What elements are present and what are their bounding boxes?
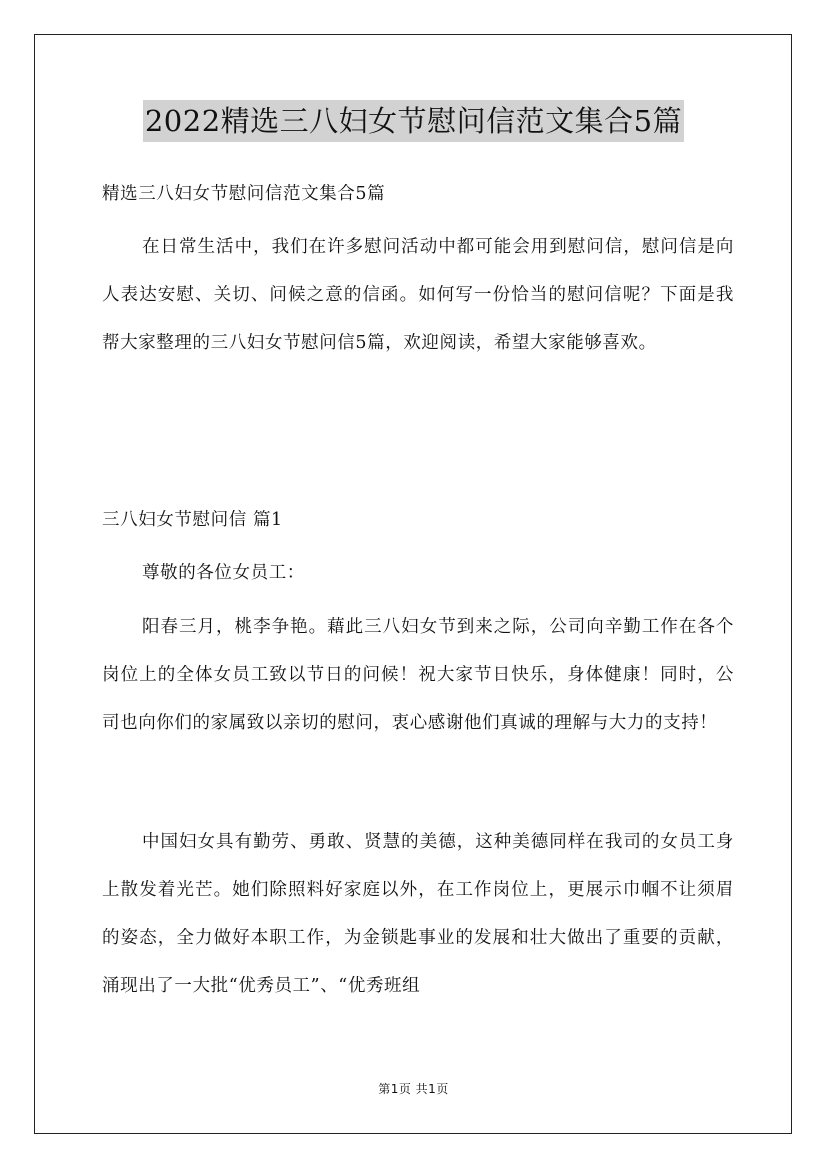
intro-paragraph: 在日常生活中，我们在许多慰问活动中都可能会用到慰问信，慰问信是向人表达安慰、关切、问候之意的信函。如何写一份恰当的慰问信呢？下面是我帮大家整理的三八妇女节慰问信5篇，欢迎阅读，希望大家能够喜欢。 [102, 237, 734, 353]
page-footer: 第1页 共1页 [378, 1082, 449, 1096]
salutation: 尊敬的各位女员工： [142, 563, 305, 583]
document-title [0, 100, 827, 142]
document-title-text: 2022精选三八妇女节慰问信范文集合5篇 [143, 100, 684, 142]
document-subtitle: 精选三八妇女节慰问信范文集合5篇 [102, 184, 386, 204]
body-paragraph-1: 阳春三月，桃李争艳。藉此三八妇女节到来之际，公司向辛勤工作在各个岗位上的全体女员工致以节日的问候！祝大家节日快乐，身体健康！同时，公司也向你们的家属致以亲切的慰问，衷心感谢他们真诚的理解与大力的支持！ [102, 617, 734, 733]
body-paragraph-2: 中国妇女具有勤劳、勇敢、贤慧的美德，这种美德同样在我司的女员工身上散发着光芒。她们除照料好家庭以外，在工作岗位上，更展示巾帼不让须眉的姿态，全力做好本职工作，为金锁匙事业的发展和壮大做出了重要的贡献，涌现出了一大批“优秀员工”、“优秀班组 [102, 832, 734, 996]
section-heading: 三八妇女节慰问信 篇1 [102, 510, 283, 530]
